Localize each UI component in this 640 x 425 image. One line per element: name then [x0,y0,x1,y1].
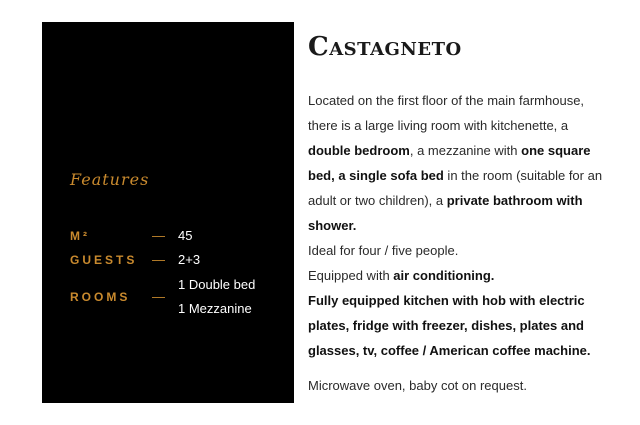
room-description [308,88,608,363]
feature-value-area: 45 [178,228,193,243]
features-title: Features [70,170,150,189]
room-note: Microwave oven, baby cot on request. [308,378,527,393]
feature-label-guests: GUESTS [70,253,138,267]
desc-text: Located on the first floor of the main farmhouse, there is a large living room with kitchenette, a [308,93,585,133]
desc-bold: double bedroom [308,143,410,158]
desc-bold: air conditioning. [393,268,495,283]
desc-bold: private bathroom with shower. [308,193,583,233]
feature-row-guests [70,250,290,270]
desc-paragraph [308,88,608,238]
feature-label-rooms: ROOMS [70,290,131,304]
desc-text: , a mezzanine with [409,143,522,158]
room-content [308,32,608,398]
desc-line-kitchen [308,288,608,363]
desc-bold: one square bed, a single sofa bed [308,143,591,183]
room-title: Castagneto [308,32,462,62]
feature-value-guests: 2+3 [178,252,201,267]
feature-label-area: M² [70,229,90,243]
feature-row-area [70,226,290,246]
feature-dash: — [152,228,165,243]
feature-value-rooms-2: 1 Mezzanine [178,301,252,316]
feature-dash: — [152,289,165,304]
feature-value-rooms-1: 1 Double bed [178,277,256,292]
desc-text: Equipped with [308,268,394,283]
feature-row-rooms [70,275,290,323]
desc-text: in the room (suitable for an adult or two children), a [308,168,603,208]
desc-bold: Fully equipped kitchen with hob with electric plates, fridge with freezer, dishes, plates and glasses, tv, coffee / American coffee machine. [308,293,591,358]
desc-line-ideal: Ideal for four / five people. [308,243,459,258]
features-card [42,22,294,403]
desc-line-equipped [308,263,608,288]
feature-dash: — [152,252,165,267]
